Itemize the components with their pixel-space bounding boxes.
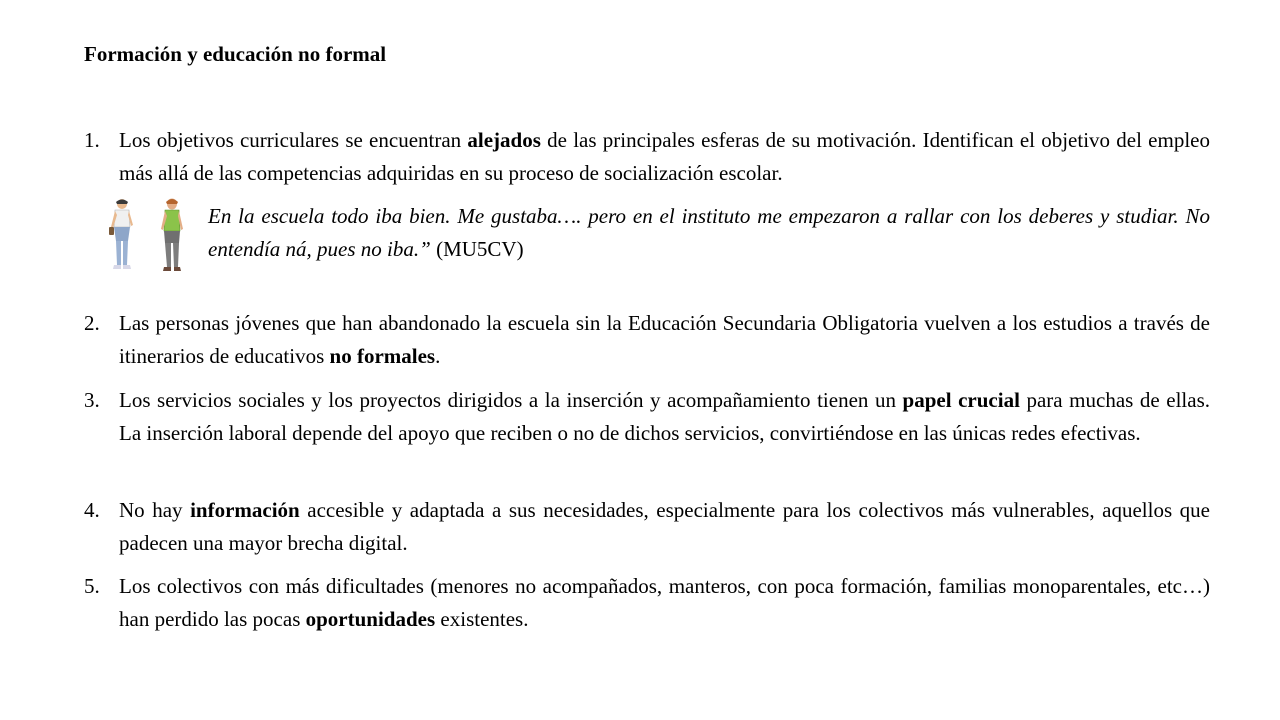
- list-number: 3.: [84, 388, 100, 412]
- emphasis: alejados: [467, 128, 541, 152]
- slide-title: Formación y educación no formal: [84, 42, 387, 66]
- list-item-4: [84, 494, 1210, 560]
- person-left: [109, 199, 133, 269]
- person-right: [161, 199, 183, 272]
- list-item-2: [84, 307, 1210, 373]
- list-number: 4.: [84, 498, 100, 522]
- list-number: 1.: [84, 128, 100, 152]
- list-item-3: [84, 384, 1210, 450]
- quote-text: En la escuela todo iba bien. Me gustaba…. pero en el instituto me empezaron a rallar con los deberes y studiar. No entendía ná, pues no iba.”: [208, 204, 1210, 261]
- quote-source: (MU5CV): [430, 237, 524, 261]
- list-text: No hay información accesible y adaptada a sus necesidades, especialmente para los colectivos más vulnerables, aquellos que padecen una mayor brecha digital.: [119, 498, 1210, 555]
- quote-block: [100, 197, 1210, 277]
- list-number: 2.: [84, 311, 100, 335]
- emphasis: no formales: [329, 344, 436, 368]
- emphasis: oportunidades: [305, 607, 436, 631]
- list-text: Las personas jóvenes que han abandonado la escuela sin la Educación Secundaria Obligatoria vuelven a los estudios a través de itinerarios de educativos no formales.: [119, 311, 1210, 368]
- emphasis: información: [190, 498, 300, 522]
- list-text: Los servicios sociales y los proyectos dirigidos a la inserción y acompañamiento tienen un papel crucial para muchas de ellas. La inserción laboral depende del apoyo que reciben o no de dichos servicios, convirtiéndose en las únicas redes efectivas.: [119, 388, 1210, 445]
- testimonial-quote: [208, 200, 1210, 266]
- emphasis: papel crucial: [902, 388, 1020, 412]
- list-item-5: [84, 570, 1210, 636]
- two-young-people-illustration: [100, 197, 200, 277]
- list-item-1: [84, 124, 1210, 190]
- list-text: Los objetivos curriculares se encuentran alejados de las principales esferas de su motivación. Identifican el objetivo del empleo más allá de las competencias adquiridas en su proceso de socialización escolar.: [119, 128, 1210, 185]
- list-text: Los colectivos con más dificultades (menores no acompañados, manteros, con poca formación, familias monoparentales, etc…) han perdido las pocas oportunidades existentes.: [119, 574, 1210, 631]
- list-number: 5.: [84, 574, 100, 598]
